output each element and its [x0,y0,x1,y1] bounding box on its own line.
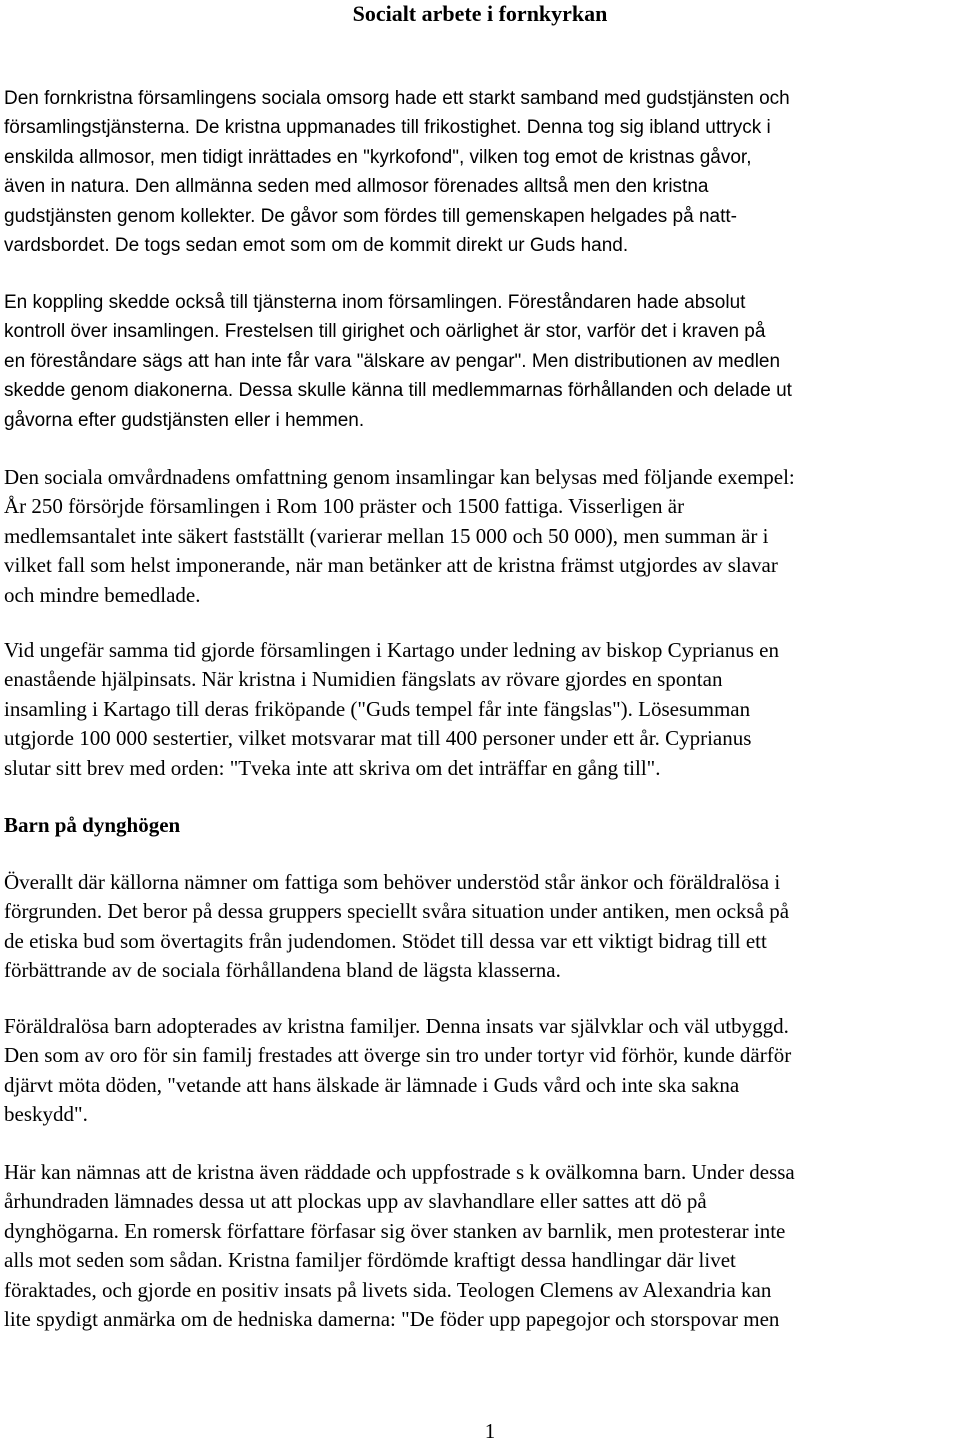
text-line: enastående hjälpinsats. När kristna i Numidien fängslats av rövare gjordes en spontan [4,667,723,692]
section-paragraph-2 [4,1012,959,1130]
paragraph-2 [4,288,959,435]
text-line: vilket fall som helst imponerande, när man betänker att de kristna främst utgjordes av slavar [4,553,778,578]
text-line: de etiska bud som övertagits från judendomen. Stödet till dessa var ett viktigt bidrag till ett [4,928,767,953]
text-line: århundraden lämnades dessa ut att plockas upp av slavhandlare eller sattes att dö på [4,1189,707,1214]
text-line: lite spydigt anmärka om de hedniska damerna: "De föder upp papegojor och storspovar men [4,1306,780,1331]
text-line: utgjorde 100 000 sestertier, vilket motsvarar mat till 400 personer under ett år. Cyprianus [4,726,752,751]
text-line: Den som av oro för sin familj frestades att överge sin tro under tortyr vid förhör, kunde därför [4,1043,792,1068]
text-line: en föreståndare sägs att han inte får vara "älskare av pengar". Men distributionen av medlen [4,350,781,372]
page-number: 1 [484,1419,496,1443]
text-line: År 250 försörjde församlingen i Rom 100 präster och 1500 fattiga. Visserligen är [4,494,685,519]
section-paragraph-3 [4,1158,959,1334]
text-line: Vid ungefär samma tid gjorde församlingen i Kartago under ledning av biskop Cyprianus en [4,638,779,662]
text-line: Här kan nämnas att de kristna även räddade och uppfostrade s k ovälkomna barn. Under dessa [4,1160,795,1184]
text-line: slutar sitt brev med orden: "Tveka inte att skriva om det inträffar en gång till". [4,755,661,780]
text-line: församlingstjänsterna. De kristna uppmanades till frikostighet. Denna tog sig ibland uttryck i [4,117,771,139]
paragraph-4 [4,636,959,783]
text-line: föraktades, och gjorde en positiv insats på livets sida. Teologen Clemens av Alexandria kan [4,1277,772,1302]
text-line: och mindre bemedlade. [4,582,201,607]
text-line: förbättrande av de sociala förhållandena bland de lägsta klasserna. [4,958,561,983]
text-line: En koppling skedde också till tjänsterna inom församlingen. Föreståndaren hade absolut [4,292,746,313]
text-line: dynghögarna. En romersk författare förfasar sig över stanken av barnlik, men protesterar inte [4,1218,786,1243]
text-line: Överallt där källorna nämner om fattiga som behöver understöd står änkor och föräldralösa i [4,870,781,894]
text-line: djärvt möta döden, "vetande att hans älskade är lämnade i Guds vård och inte ska sakna [4,1072,740,1097]
section-paragraph-1 [4,868,959,986]
text-line: Den fornkristna församlingens sociala omsorg hade ett starkt samband med gudstjänsten och [4,88,790,109]
text-line: skedde genom diakonerna. Dessa skulle känna till medlemmarnas förhållanden och delade ut [4,380,792,402]
text-line: förgrunden. Det beror på dessa gruppers speciellt svåra situation under antiken, men också på [4,899,790,924]
text-line: alls mot seden som sådan. Kristna familjer fördömde kraftigt dessa handlingar där livet [4,1248,736,1273]
text-line: beskydd". [4,1102,88,1127]
text-line: Föräldralösa barn adopterades av kristna familjer. Denna insats var självklar och väl utbyggd. [4,1014,789,1038]
text-line: gåvorna efter gudstjänsten eller i hemmen. [4,409,365,431]
text-line: även in natura. Den allmänna seden med allmosor förenades alltså men den kristna [4,176,709,198]
document-title: Socialt arbete i fornkyrkan [352,1,608,26]
text-line: kontroll över insamlingen. Frestelsen till girighet och oärlighet är stor, varför det i kraven på [4,321,766,343]
text-line: insamling i Kartago till deras friköpande ("Guds tempel får inte fängslas"). Lösesumman [4,696,751,721]
paragraph-1 [4,84,959,260]
paragraph-3 [4,463,959,610]
section-heading: Barn på dynghögen [4,813,181,837]
text-line: enskilda allmosor, men tidigt inrättades en "kyrkofond", vilken tog emot de kristnas gåvor, [4,146,752,168]
text-line: gudstjänsten genom kollekter. De gåvor som fördes till gemenskapen helgades på natt- [4,205,737,227]
text-line: Den sociala omvårdnadens omfattning genom insamlingar kan belysas med följande exempel: [4,465,795,489]
text-line: medlemsantalet inte säkert fastställt (varierar mellan 15 000 och 50 000), men summan är i [4,523,769,548]
text-line: vardsbordet. De togs sedan emot som om de kommit direkt ur Guds hand. [4,234,629,256]
